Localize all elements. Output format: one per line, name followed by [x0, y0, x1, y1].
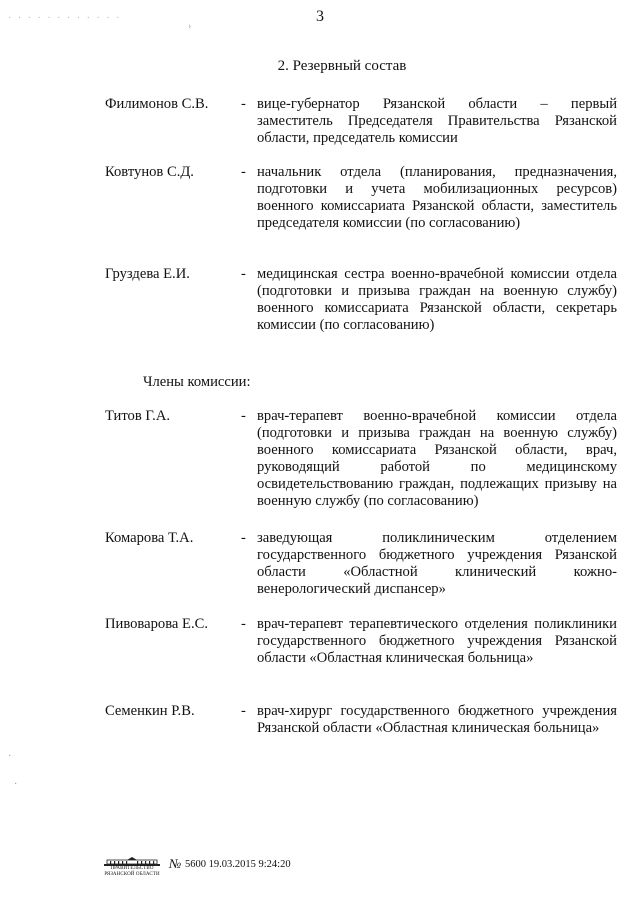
- entry-dash: -: [241, 408, 246, 424]
- members-heading: Члены комиссии:: [143, 374, 251, 390]
- registration-footer: [103, 855, 363, 875]
- entry-description: начальник отдела (планирования, предназначения, подготовки и учета мобилизационных ресурсов) военного комиссариата Рязанской области, заместитель председателя комиссии (по согласованию): [257, 164, 617, 231]
- entry-dash: -: [241, 703, 246, 719]
- entry-name: Филимонов С.В.: [105, 96, 209, 112]
- entry-dash: -: [241, 616, 246, 632]
- scan-artifact-mark: ·: [14, 779, 18, 790]
- page-number: 3: [316, 8, 324, 25]
- scan-artifact-mark: ›: [188, 21, 192, 32]
- entry-description: врач-терапевт терапевтического отделения поликлиники государственного бюджетного учреждения Рязанской области «Областная клиническая больница»: [257, 616, 617, 666]
- entry-name: Ковтунов С.Д.: [105, 164, 194, 180]
- entry-dash: -: [241, 96, 246, 112]
- entry-name: Пивоварова Е.С.: [105, 616, 208, 632]
- registration-number: 5600 19.03.2015 9:24:20: [185, 859, 291, 870]
- entry-description: врач-хирург государственного бюджетного учреждения Рязанской области «Областная клиническая больница»: [257, 703, 617, 736]
- entry-description: вице-губернатор Рязанской области – первый заместитель Председателя Правительства Рязанской области, председатель комиссии: [257, 96, 617, 146]
- entry-name: Семенкин Р.В.: [105, 703, 195, 719]
- section-title: 2. Резервный состав: [277, 58, 407, 74]
- entry-description: врач-терапевт военно-врачебной комиссии отдела (подготовки и призыва граждан на военную службу) военного комиссариата Рязанской области, врач, руководящий работой по медицинскому освидетельствованию граждан, подлежащих призыву на военную службу (по согласованию): [257, 408, 617, 509]
- entry-name: Комарова Т.А.: [105, 530, 194, 546]
- scan-artifact-mark: ·: [8, 751, 12, 762]
- entry-name: Груздева Е.И.: [105, 266, 190, 282]
- number-sign: №: [169, 856, 182, 871]
- entry-description: заведующая поликлиническим отделением государственного бюджетного учреждения Рязанской области «Областной клинический кожно-венерологический диспансер»: [257, 530, 617, 597]
- entry-dash: -: [241, 266, 246, 282]
- stamp-caption: ПРАВИТЕЛЬСТВО РЯЗАНСКОЙ ОБЛАСТИ: [104, 866, 160, 877]
- entry-description: медицинская сестра военно-врачебной комиссии отдела (подготовки и призыва граждан на военную службу) военного комиссариата Рязанской области, секретарь комиссии (по согласованию): [257, 266, 617, 333]
- entry-name: Титов Г.А.: [105, 408, 171, 424]
- scan-artifact-dots: · · · · · · · · · · · ·: [8, 13, 122, 24]
- entry-dash: -: [241, 530, 246, 546]
- entry-dash: -: [241, 164, 246, 180]
